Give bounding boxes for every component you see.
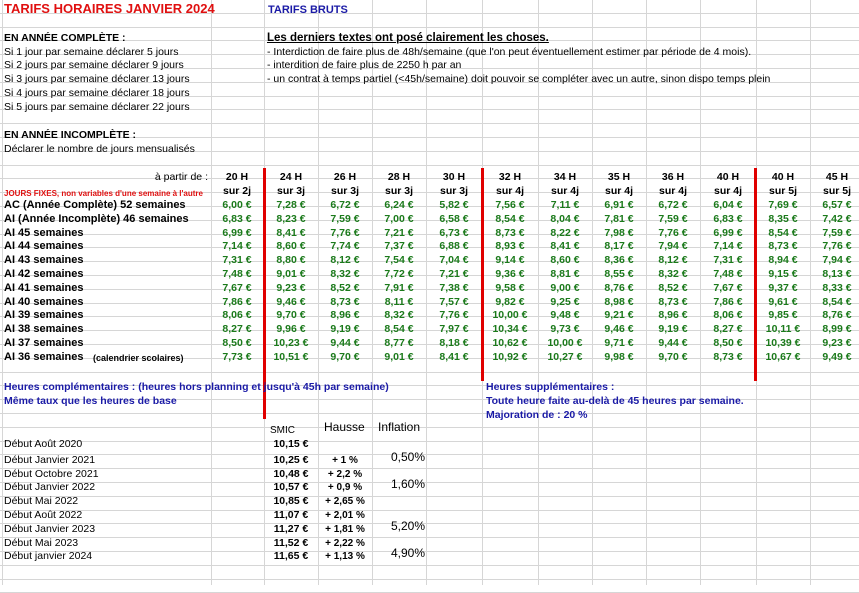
tarif-cell[interactable]: 8,96 € [658, 309, 688, 322]
tarif-cell[interactable]: 8,41 € [276, 226, 306, 239]
tarif-cell[interactable]: 8,06 € [222, 309, 252, 322]
tarif-cell[interactable]: 6,83 € [222, 212, 252, 225]
hours-header[interactable]: 40 H [716, 171, 740, 183]
tarif-cell[interactable]: 10,62 € [492, 337, 528, 349]
hours-header[interactable]: 34 H [553, 171, 577, 183]
tarif-cell[interactable]: 6,04 € [713, 199, 743, 211]
smic-hausse[interactable]: + 2,2 % [327, 468, 363, 480]
tarif-cell[interactable]: 9,01 € [276, 268, 306, 280]
tarif-cell[interactable]: 8,54 € [384, 323, 414, 336]
tarif-cell[interactable]: 9,98 € [604, 350, 634, 363]
tarif-cell[interactable]: 9,70 € [658, 350, 688, 363]
tarif-cell[interactable]: 6,83 € [713, 212, 743, 225]
tarif-cell[interactable]: 9,70 € [276, 309, 306, 322]
tarif-cell[interactable]: 9,49 € [822, 350, 852, 363]
tarif-cell[interactable]: 7,97 € [439, 323, 469, 336]
tarif-cell[interactable]: 6,91 € [604, 199, 634, 211]
tarif-cell[interactable]: 7,21 € [384, 226, 414, 239]
tarif-cell[interactable]: 7,42 € [822, 212, 852, 225]
tarif-cell[interactable]: 8,60 € [276, 240, 306, 253]
tarif-cell[interactable]: 8,06 € [713, 309, 743, 322]
tarif-cell[interactable]: 8,73 € [495, 226, 525, 239]
tarif-cell[interactable]: 7,72 € [384, 268, 414, 280]
heures-complementaires-line1: Heures complémentaires : (heures hors planning et jusqu'à 45h par semaine) [4, 381, 389, 393]
hours-header[interactable]: 36 H [661, 171, 685, 183]
tarif-cell[interactable]: 7,14 € [713, 240, 743, 253]
smic-date[interactable]: Début Août 2020 [4, 438, 83, 450]
smic-inflation[interactable]: 5,20% [390, 518, 426, 533]
tarif-cell[interactable]: 7,67 € [713, 281, 743, 294]
smic-value[interactable]: 10,85 € [273, 495, 309, 508]
annee-complete-heading: EN ANNÉE COMPLÈTE : [4, 32, 126, 44]
tarif-cell[interactable]: 8,04 € [550, 212, 580, 225]
hours-header[interactable]: 35 H [607, 171, 631, 183]
tarif-cell[interactable]: 7,28 € [276, 199, 306, 211]
tarif-cell[interactable]: 8,73 € [768, 240, 798, 253]
tarif-cell[interactable]: 7,59 € [330, 212, 360, 225]
smic-header: SMIC [270, 425, 295, 436]
tarif-row-label[interactable]: AI 36 semaines [4, 350, 84, 363]
tarif-cell[interactable]: 9,23 € [276, 281, 306, 294]
hours-header[interactable]: 30 H [442, 171, 466, 183]
days-header[interactable]: sur 3j [439, 185, 468, 197]
annee-complete-line[interactable]: Si 2 jours par semaine déclarer 9 jours [4, 59, 184, 72]
days-header[interactable]: sur 4j [713, 185, 742, 197]
tarif-cell[interactable]: 5,82 € [439, 199, 469, 211]
tarif-cell[interactable]: 8,99 € [822, 323, 852, 336]
smic-date[interactable]: Début Mai 2022 [4, 495, 79, 508]
tarif-cell[interactable]: 10,51 € [273, 350, 309, 363]
tarif-cell[interactable]: 7,14 € [222, 240, 252, 253]
tarif-cell[interactable]: 9,71 € [604, 337, 634, 349]
hours-header[interactable]: 40 H [771, 171, 795, 183]
tarif-cell[interactable]: 7,76 € [658, 226, 688, 239]
smic-date[interactable]: Début Janvier 2023 [4, 522, 96, 535]
tarif-cell[interactable]: 10,92 € [492, 350, 528, 363]
tarif-cell[interactable]: 8,73 € [713, 350, 743, 363]
tarif-cell[interactable]: 10,39 € [765, 337, 801, 349]
tarif-cell[interactable]: 10,27 € [547, 350, 583, 363]
tarif-cell[interactable]: 6,24 € [384, 199, 414, 211]
tarif-cell[interactable]: 7,21 € [439, 268, 469, 280]
tarif-cell[interactable]: 9,25 € [550, 295, 580, 308]
tarif-cell[interactable]: 6,58 € [439, 212, 469, 225]
days-header[interactable]: sur 2j [222, 185, 251, 197]
tarif-cell[interactable]: 10,67 € [765, 350, 801, 363]
tarif-cell[interactable]: 9,58 € [495, 281, 525, 294]
days-header[interactable]: sur 5j [822, 185, 851, 197]
tarif-cell[interactable]: 8,93 € [495, 240, 525, 253]
tarif-cell[interactable]: 9,85 € [768, 309, 798, 322]
heures-supplementaires-line2: Toute heure faite au-delà de 45 heures par semaine. [486, 395, 744, 407]
tarif-cell[interactable]: 9,46 € [276, 295, 306, 308]
tarif-cell[interactable]: 9,14 € [495, 254, 525, 267]
tarif-cell[interactable]: 8,36 € [604, 254, 634, 267]
tarif-cell[interactable]: 7,04 € [439, 254, 469, 267]
tarif-cell[interactable]: 7,11 € [550, 199, 580, 211]
tarif-cell[interactable]: 8,41 € [439, 350, 469, 363]
smic-date[interactable]: Début Janvier 2022 [4, 481, 96, 494]
tarif-cell[interactable]: 7,59 € [822, 226, 852, 239]
tarif-cell[interactable]: 8,22 € [550, 226, 580, 239]
hours-header[interactable]: 28 H [387, 171, 411, 183]
tarif-cell[interactable]: 7,38 € [439, 281, 469, 294]
tarif-cell[interactable]: 8,50 € [713, 337, 743, 349]
tarif-cell[interactable]: 8,54 € [768, 226, 798, 239]
hours-header[interactable]: 26 H [333, 171, 357, 183]
tarif-cell[interactable]: 8,17 € [604, 240, 634, 253]
tarif-cell[interactable]: 6,72 € [658, 199, 688, 211]
tarif-row-label[interactable]: AI 44 semaines [4, 240, 84, 253]
tarif-cell[interactable]: 9,37 € [768, 281, 798, 294]
tarif-cell[interactable]: 7,74 € [330, 240, 360, 253]
days-header[interactable]: sur 4j [550, 185, 579, 197]
tarif-row-label[interactable]: AI 43 semaines [4, 254, 84, 267]
notes-line[interactable]: - Interdiction de faire plus de 48h/semaine (que l'on peut éventuellement estimer par période de 4 mois). [267, 45, 752, 58]
annee-complete-line[interactable]: Si 5 jours par semaine déclarer 22 jours [4, 100, 190, 113]
tarif-row-label[interactable]: AI 39 semaines [4, 309, 84, 322]
tarif-cell[interactable]: 6,57 € [822, 199, 852, 211]
tarif-cell[interactable]: 7,67 € [222, 281, 252, 294]
tarif-cell[interactable]: 8,50 € [222, 337, 252, 349]
tarif-cell[interactable]: 9,44 € [658, 337, 688, 349]
tarif-cell[interactable]: 9,21 € [604, 309, 634, 322]
tarif-cell[interactable]: 8,11 € [384, 295, 414, 308]
tarif-cell[interactable]: 7,76 € [822, 240, 852, 253]
heures-supplementaires-line1: Heures supplémentaires : [486, 381, 615, 393]
tarif-cell[interactable]: 8,32 € [384, 309, 414, 322]
tarif-cell[interactable]: 9,46 € [604, 323, 634, 336]
grid-row [0, 414, 859, 428]
tarif-cell[interactable]: 7,81 € [604, 212, 634, 225]
tarif-cell[interactable]: 7,94 € [658, 240, 688, 253]
tarif-cell[interactable]: 7,59 € [658, 212, 688, 225]
days-header[interactable]: sur 5j [768, 185, 797, 197]
tarif-cell[interactable]: 8,77 € [384, 337, 414, 349]
smic-inflation[interactable]: 0,50% [390, 449, 426, 464]
tarif-cell[interactable]: 9,01 € [384, 350, 414, 363]
tarif-cell[interactable]: 7,76 € [330, 226, 360, 239]
annee-incomplete-line[interactable]: Déclarer le nombre de jours mensualisés [4, 143, 195, 155]
tarif-cell[interactable]: 8,81 € [550, 268, 580, 280]
tarif-cell[interactable]: 6,00 € [222, 199, 252, 211]
tarif-cell[interactable]: 9,19 € [330, 323, 360, 336]
tarif-cell[interactable]: 7,00 € [384, 212, 414, 225]
tarif-row-label[interactable]: AI 42 semaines [4, 268, 84, 280]
smic-value[interactable]: 10,57 € [273, 481, 309, 494]
smic-inflation[interactable]: 1,60% [390, 477, 426, 492]
tarif-cell[interactable]: 8,13 € [822, 268, 852, 280]
tarif-cell[interactable]: 9,73 € [550, 323, 580, 336]
tarif-cell[interactable]: 7,31 € [713, 254, 743, 267]
fixed-days-note: JOURS FIXES, non variables d'une semaine à l'autre [4, 189, 203, 198]
tarif-row-label[interactable]: AI 45 semaines [4, 226, 84, 239]
tarif-cell[interactable]: 8,27 € [222, 323, 252, 336]
tarif-cell[interactable]: 9,15 € [768, 268, 798, 280]
tarif-cell[interactable]: 7,48 € [713, 268, 743, 280]
smic-hausse[interactable]: + 1,13 % [325, 551, 365, 563]
subtitle: TARIFS BRUTS [268, 4, 348, 16]
tarif-cell[interactable]: 7,37 € [384, 240, 414, 253]
days-header[interactable]: sur 4j [495, 185, 524, 197]
tarif-cell[interactable]: 8,98 € [604, 295, 634, 308]
tarif-cell[interactable]: 6,99 € [222, 226, 252, 239]
tarif-cell[interactable]: 8,54 € [822, 295, 852, 308]
tarif-cell[interactable]: 8,32 € [658, 268, 688, 280]
annee-complete-line[interactable]: Si 4 jours par semaine déclarer 18 jours [4, 86, 190, 99]
smic-hausse[interactable]: + 2,22 % [325, 537, 365, 549]
tarif-cell[interactable]: 7,76 € [439, 309, 469, 322]
tarif-row-label[interactable]: AC (Année Complète) 52 semaines [4, 199, 186, 211]
smic-value[interactable]: 10,15 € [273, 438, 309, 450]
tarif-cell[interactable]: 8,60 € [550, 254, 580, 267]
tarif-cell[interactable]: 7,56 € [495, 199, 525, 211]
tarif-cell[interactable]: 10,34 € [492, 323, 528, 336]
tarif-cell[interactable]: 7,69 € [768, 199, 798, 211]
notes-line[interactable]: - un contrat à temps partiel (<45h/semaine) doit pouvoir se compléter avec un autre, sinon dispo temps plein [267, 73, 771, 86]
tarif-cell[interactable]: 10,00 € [492, 309, 528, 322]
grid-row [0, 428, 859, 442]
notes-heading: Les derniers textes ont posé clairement les choses. [267, 32, 549, 44]
grid-column-line [2, 0, 3, 585]
notes-line[interactable]: - interdition de faire plus de 2250 h par an [267, 59, 462, 72]
smic-inflation[interactable]: 4,90% [390, 546, 426, 561]
tarif-cell[interactable]: 8,41 € [550, 240, 580, 253]
tarif-cell[interactable]: 7,73 € [222, 350, 252, 363]
days-header[interactable]: sur 4j [658, 185, 687, 197]
tarif-cell[interactable]: 7,98 € [604, 226, 634, 239]
tarif-cell[interactable]: 9,48 € [550, 309, 580, 322]
inflation-header: Inflation [378, 420, 421, 434]
tarif-row-label[interactable]: AI 38 semaines [4, 323, 84, 336]
smic-hausse[interactable]: + 2,01 % [325, 510, 365, 521]
smic-value[interactable]: 10,48 € [273, 467, 309, 480]
tarif-cell[interactable]: 9,44 € [330, 337, 360, 349]
tarif-cell[interactable]: 8,52 € [658, 281, 688, 294]
tarif-cell[interactable]: 8,80 € [276, 254, 306, 267]
smic-value[interactable]: 11,27 € [273, 522, 309, 535]
smic-value[interactable]: 11,65 € [273, 550, 309, 563]
tarif-cell[interactable]: 7,54 € [384, 254, 414, 267]
days-header[interactable]: sur 3j [276, 185, 305, 197]
hours-header[interactable]: 45 H [825, 171, 849, 183]
days-header[interactable]: sur 3j [384, 185, 413, 197]
tarif-cell[interactable]: 9,19 € [658, 323, 688, 336]
tarif-cell[interactable]: 6,99 € [713, 226, 743, 239]
tarif-cell[interactable]: 9,96 € [276, 323, 306, 336]
tarif-cell[interactable]: 9,36 € [495, 268, 525, 280]
tarif-cell[interactable]: 9,23 € [822, 337, 852, 349]
grid-row [0, 580, 859, 593]
smic-hausse[interactable]: + 2,65 % [325, 496, 365, 508]
grid-row [0, 497, 859, 511]
tarif-cell[interactable]: 7,57 € [439, 295, 469, 308]
tarif-cell[interactable]: 8,12 € [330, 254, 360, 267]
tarif-cell[interactable]: 7,86 € [222, 295, 252, 308]
annee-incomplete-heading: EN ANNÉE INCOMPLÈTE : [4, 129, 137, 141]
tarif-cell[interactable]: 9,00 € [550, 281, 580, 294]
tarif-row-label[interactable]: AI 40 semaines [4, 295, 84, 308]
hours-header[interactable]: 24 H [279, 171, 303, 183]
tarif-cell[interactable]: 8,33 € [822, 281, 852, 294]
smic-date[interactable]: Début Août 2022 [4, 509, 83, 521]
smic-hausse[interactable]: + 1 % [332, 454, 358, 466]
tarif-cell[interactable]: 8,54 € [495, 212, 525, 225]
hours-header[interactable]: 32 H [498, 171, 522, 183]
tarif-cell[interactable]: 7,48 € [222, 268, 252, 280]
tarif-cell[interactable]: 8,32 € [330, 268, 360, 280]
tarif-cell[interactable]: 9,70 € [330, 350, 360, 363]
heures-supplementaires-line3: Majoration de : 20 % [486, 409, 588, 421]
tarif-cell[interactable]: 8,35 € [768, 212, 798, 225]
tarif-cell[interactable]: 10,23 € [273, 337, 309, 349]
hours-header[interactable]: 20 H [225, 171, 249, 183]
tarif-cell[interactable]: 8,76 € [604, 281, 634, 294]
heures-complementaires-line2: Même taux que les heures de base [4, 395, 177, 407]
tarif-row-label[interactable]: AI 41 semaines [4, 281, 84, 294]
tarif-cell[interactable]: 8,23 € [276, 212, 306, 225]
tarif-cell[interactable]: 8,55 € [604, 268, 634, 280]
tarif-cell[interactable]: 7,94 € [822, 254, 852, 267]
smic-value[interactable]: 11,07 € [273, 509, 309, 521]
smic-date[interactable]: Début Octobre 2021 [4, 467, 99, 480]
hausse-header: Hausse [324, 420, 365, 434]
tarif-cell[interactable]: 8,52 € [330, 281, 360, 294]
tarif-cell[interactable]: 10,00 € [547, 337, 583, 349]
smic-value[interactable]: 10,25 € [273, 453, 309, 466]
tarif-cell[interactable]: 8,94 € [768, 254, 798, 267]
smic-date[interactable]: Début Janvier 2021 [4, 453, 96, 466]
tarif-cell[interactable]: 8,96 € [330, 309, 360, 322]
tarif-cell[interactable]: 8,73 € [658, 295, 688, 308]
smic-hausse[interactable]: + 0,9 % [327, 482, 363, 494]
smic-date[interactable]: Début Mai 2023 [4, 536, 79, 549]
tarif-cell[interactable]: 9,61 € [768, 295, 798, 308]
tarif-cell[interactable]: 10,11 € [765, 323, 801, 336]
tarif-cell[interactable]: 7,86 € [713, 295, 743, 308]
tarif-cell[interactable]: 8,18 € [439, 337, 469, 349]
grid-row [0, 566, 859, 580]
smic-value[interactable]: 11,52 € [273, 536, 309, 549]
tarif-cell[interactable]: 6,72 € [330, 199, 360, 211]
tarif-cell[interactable]: 8,73 € [330, 295, 360, 308]
tarif-row-label-suffix: (calendrier scolaires) [93, 352, 184, 363]
tarif-cell[interactable]: 6,88 € [439, 240, 469, 253]
tarif-cell[interactable]: 8,76 € [822, 309, 852, 322]
annee-complete-line[interactable]: Si 3 jours par semaine déclarer 13 jours [4, 73, 190, 86]
a-partir-label: à partir de : [154, 171, 208, 183]
tarif-cell[interactable]: 7,31 € [222, 254, 252, 267]
smic-hausse[interactable]: + 1,81 % [325, 523, 365, 535]
tarif-row-label[interactable]: AI 37 semaines [4, 337, 84, 349]
tarif-cell[interactable]: 8,27 € [713, 323, 743, 336]
tarif-cell[interactable]: 9,82 € [495, 295, 525, 308]
page-title: TARIFS HORAIRES JANVIER 2024 [4, 1, 215, 16]
annee-complete-line[interactable]: Si 1 jour par semaine déclarer 5 jours [4, 45, 179, 58]
tarif-cell[interactable]: 6,73 € [439, 226, 469, 239]
days-header[interactable]: sur 3j [330, 185, 359, 197]
tarif-cell[interactable]: 7,91 € [384, 281, 414, 294]
smic-date[interactable]: Début janvier 2024 [4, 550, 93, 563]
tarif-row-label[interactable]: AI (Année Incomplète) 46 semaines [4, 212, 189, 225]
tarif-cell[interactable]: 8,12 € [658, 254, 688, 267]
days-header[interactable]: sur 4j [604, 185, 633, 197]
